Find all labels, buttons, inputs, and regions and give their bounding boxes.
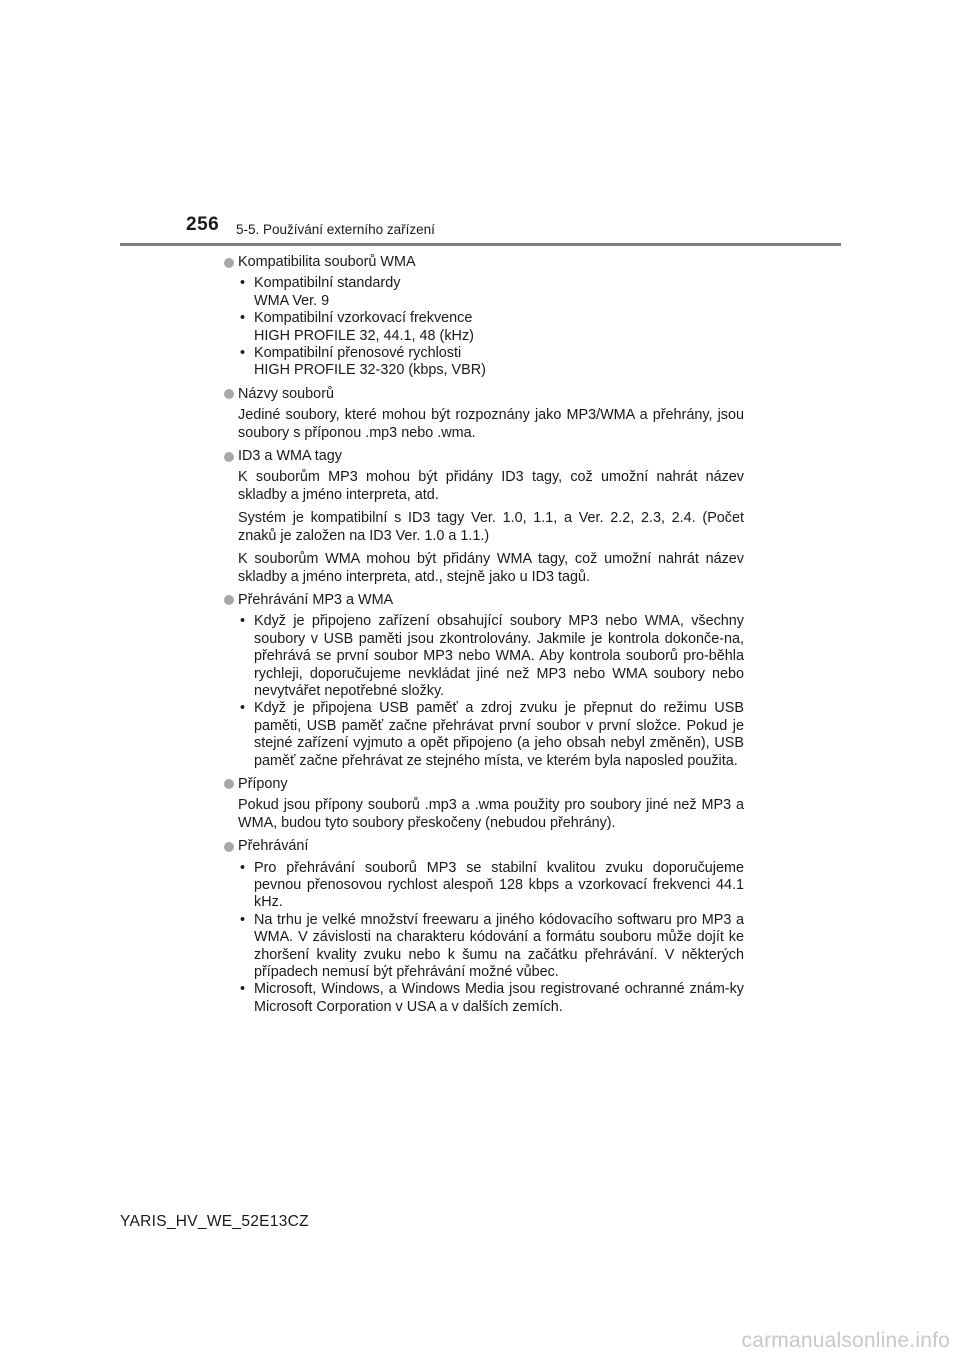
list-item-text: Když je připojena USB paměť a zdroj zvuku je přepnut do režimu USB paměti, USB paměť začne přehrávat první soubor v první složce. Pokud je stejné zařízení vyjmuto a opět připojeno (a jeho obsah nebyl změněn), USB paměť začne přehrávat ze stejného místa, ve kterém byla naposled použita. xyxy=(254,700,744,769)
topic-heading: Přehrávání xyxy=(238,838,309,855)
topic-body xyxy=(224,797,744,832)
topic-body xyxy=(224,860,744,1017)
topic-file-names xyxy=(224,386,744,403)
dot-bullet-icon: • xyxy=(240,613,246,630)
footer-model-code: YARIS_HV_WE_52E13CZ xyxy=(120,1213,309,1230)
list-item-text: Microsoft, Windows, a Windows Media jsou registrované ochranné znám-ky Microsoft Corporation v USA a v dalších zemích. xyxy=(254,981,744,1015)
list-item-text: Na trhu je velké množství freewaru a jiného kódovacího softwaru pro MP3 a WMA. V závislosti na charakteru kódování a formátu souboru může dojít ke zhoršení kvality zvuku nebo k šumu na začátku přehrávání. V některých případech nemusí být přehrávání možné vůbec. xyxy=(254,911,744,981)
list-item xyxy=(238,310,744,345)
spec-value: HIGH PROFILE 32, 44.1, 48 (kHz) xyxy=(254,327,474,344)
dot-bullet-icon: • xyxy=(240,345,246,362)
topic-body xyxy=(224,469,744,585)
list-item xyxy=(238,345,744,380)
spec-value: HIGH PROFILE 32-320 (kbps, VBR) xyxy=(254,362,486,379)
spec-value: WMA Ver. 9 xyxy=(254,292,330,309)
dot-bullet-icon: • xyxy=(240,700,246,717)
circle-bullet-icon xyxy=(224,595,234,605)
list-item xyxy=(238,275,744,310)
list-item xyxy=(238,613,744,700)
topic-heading: Kompatibilita souborů WMA xyxy=(238,254,416,270)
list-item xyxy=(238,700,744,770)
topic-mp3-wma-playback xyxy=(224,592,744,609)
list-item xyxy=(238,912,744,982)
topic-extensions xyxy=(224,776,744,793)
section-title: 5-5. Používání externího zařízení xyxy=(236,222,435,237)
spec-label: Kompatibilní vzorkovací frekvence xyxy=(254,310,473,327)
topic-heading: Přípony xyxy=(238,775,288,792)
topic-wma-compatibility xyxy=(224,254,744,271)
dot-bullet-icon: • xyxy=(240,911,246,928)
dot-bullet-icon: • xyxy=(240,275,246,292)
topic-playback xyxy=(224,838,744,855)
list-item-text: Když je připojeno zařízení obsahující soubory MP3 nebo WMA, všechny soubory v USB paměti jsou zkontrolovány. Jakmile je kontrola dokonče-na, přehrává se první soubor MP3 nebo WMA. Aby kontrola souborů pro-běhla rychleji, doporučujeme nevkládat jiné než MP3 nebo WMA soubory nebo nevytvářet nepotřebné složky. xyxy=(254,613,744,699)
paragraph: Pokud jsou přípony souborů .mp3 a .wma použity pro soubory jiné než MP3 a WMA, budou tyto soubory přeskočeny (nebudou přehrány). xyxy=(238,797,744,831)
circle-bullet-icon xyxy=(224,389,234,399)
note-list xyxy=(238,613,744,770)
circle-bullet-icon xyxy=(224,779,234,789)
spec-label: Kompatibilní přenosové rychlosti xyxy=(254,345,462,362)
spec-label: Kompatibilní standardy xyxy=(254,275,401,292)
paragraph: Systém je kompatibilní s ID3 tagy Ver. 1.0, 1.1, a Ver. 2.2, 2.3, 2.4. (Počet znaků je založen na ID3 Ver. 1.0 a 1.1.) xyxy=(238,510,744,544)
page-number: 256 xyxy=(186,214,220,235)
content xyxy=(224,254,744,1022)
list-item xyxy=(238,860,744,912)
circle-bullet-icon xyxy=(224,452,234,462)
circle-bullet-icon xyxy=(224,258,234,268)
note-list xyxy=(238,860,744,1017)
topic-body xyxy=(224,613,744,770)
topic-body xyxy=(224,407,744,442)
dot-bullet-icon: • xyxy=(240,859,246,876)
topic-body xyxy=(224,275,744,379)
spec-list xyxy=(238,275,744,379)
topic-heading: ID3 a WMA tagy xyxy=(238,448,342,465)
dot-bullet-icon: • xyxy=(240,310,246,327)
watermark: carmanualsonline.info xyxy=(741,1329,950,1352)
circle-bullet-icon xyxy=(224,842,234,852)
topic-id3-wma-tags xyxy=(224,448,744,465)
dot-bullet-icon: • xyxy=(240,981,246,998)
topic-heading: Názvy souborů xyxy=(238,385,334,402)
paragraph: Jediné soubory, které mohou být rozpoznány jako MP3/WMA a přehrány, jsou soubory s příponou .mp3 nebo .wma. xyxy=(238,407,744,441)
list-item-text: Pro přehrávání souborů MP3 se stabilní kvalitou zvuku doporučujeme pevnou přenosovou rychlost alespoň 128 kbps a vzorkovací frekvenci 44.1 kHz. xyxy=(254,859,744,911)
header-rule xyxy=(120,243,841,246)
topic-heading: Přehrávání MP3 a WMA xyxy=(238,591,394,608)
list-item xyxy=(238,981,744,1016)
paragraph: K souborům MP3 mohou být přidány ID3 tagy, což umožní nahrát název skladby a jméno interpreta, atd. xyxy=(238,469,744,503)
paragraph: K souborům WMA mohou být přidány WMA tagy, což umožní nahrát název skladby a jméno interpreta, atd., stejně jako u ID3 tagů. xyxy=(238,551,744,585)
